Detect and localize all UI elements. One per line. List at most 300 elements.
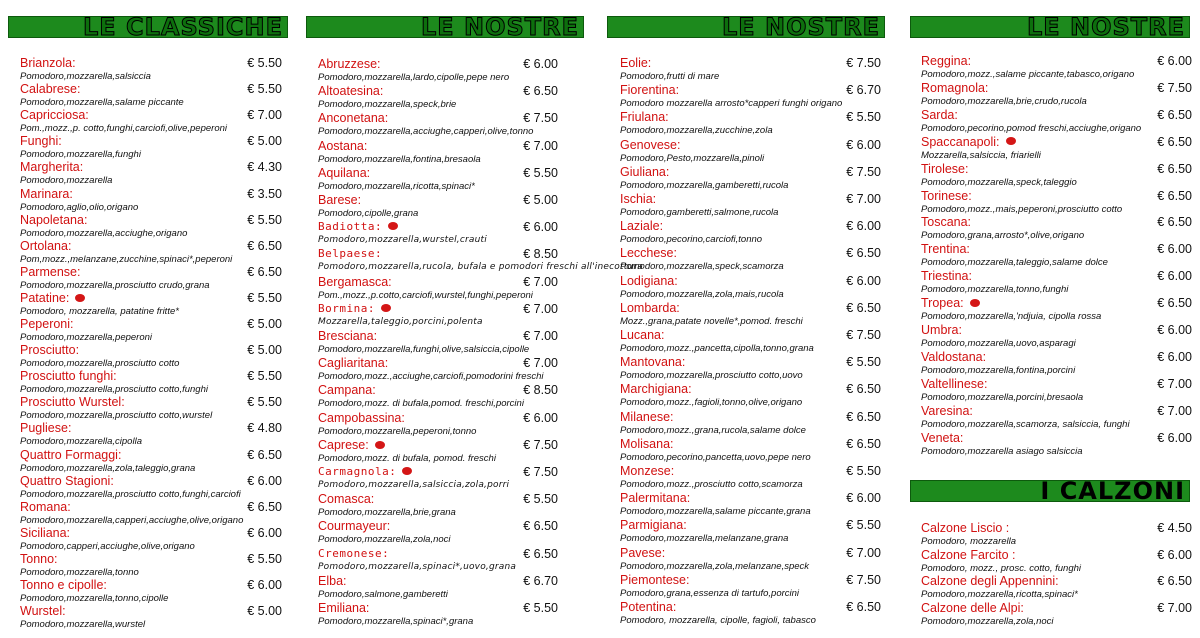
menu-item (20, 526, 282, 553)
menu-item (20, 134, 282, 161)
item-name-text: Anconetana: (318, 111, 389, 126)
item-name-text: Pugliese: (20, 421, 72, 436)
item-name (921, 377, 987, 391)
item-name-text: Napoletana: (20, 212, 88, 227)
item-description: Pomodoro,mozzarella,uovo,asparagi (921, 338, 1076, 349)
section-header-nostre-3 (910, 13, 1190, 41)
item-name-text: Lecchese: (620, 246, 677, 261)
item-name (20, 369, 117, 383)
item-name-text: Triestina: (921, 269, 972, 284)
item-price: € 5.00 (247, 317, 282, 331)
item-name-text: Belpaese: (318, 247, 383, 261)
item-description: Pomodoro,mozzarella,capperi,acciughe,olive,origano (20, 514, 244, 526)
item-name (20, 265, 80, 279)
menu-item (20, 265, 282, 292)
item-name (620, 83, 679, 97)
menu-item (620, 246, 881, 273)
item-name-text: Altoatesina: (318, 84, 384, 99)
menu-item (921, 269, 1192, 296)
item-description: Pomodoro,mozzarella,brie,grana (318, 507, 456, 519)
item-name (20, 160, 83, 174)
menu-item (921, 323, 1192, 350)
item-name-text: Parmigiana: (620, 518, 687, 533)
item-name-text: Ortolana: (20, 238, 72, 253)
item-price: € 6.00 (846, 491, 881, 506)
menu-item (620, 56, 881, 83)
item-description: Pomodoro,mozzarella,lardo,cipolle,pepe nero (318, 72, 510, 83)
section-title: LE NOSTRE (1026, 13, 1185, 41)
item-description: Pomodoro,mozzarella,ricotta,spinaci* (318, 180, 475, 192)
menu-item (620, 464, 881, 491)
menu-item (20, 82, 282, 109)
item-price: € 6.50 (247, 447, 282, 462)
menu-item (921, 521, 1192, 548)
item-description: Pomodoro,mozzarella,acciughe,origano (20, 227, 188, 239)
item-name-text: Palermitana: (620, 491, 691, 506)
item-price: € 6.50 (1157, 574, 1192, 588)
item-price: € 6.00 (1157, 547, 1192, 562)
item-name (20, 421, 71, 435)
item-description: Pomodoro,mozzarella,zucchine,zola (620, 125, 773, 137)
item-name-text: Comasca: (318, 492, 375, 507)
item-name (20, 448, 121, 462)
menu-item (20, 108, 282, 135)
item-price: € 5.00 (523, 193, 558, 207)
item-name-text: Tonno: (20, 551, 58, 566)
menu-item (921, 189, 1192, 216)
item-price: € 6.00 (846, 137, 881, 152)
section-title: LE NOSTRE (721, 13, 880, 41)
item-name-text: Reggina: (921, 54, 972, 68)
item-name (318, 492, 374, 506)
menu-item (921, 350, 1192, 377)
item-name-text: Laziale: (620, 219, 664, 234)
item-name-text: Bergamasca: (318, 274, 392, 289)
item-description: Pomodoro,mozzarella,rucola, bufala e pomodori freschi all'inecottura (318, 262, 643, 273)
item-price: € 5.50 (247, 82, 282, 97)
item-name-text: Lucana: (620, 328, 665, 342)
item-description: Pomodoro,mozzarella,peperoni,tonno (318, 425, 477, 437)
item-name (20, 395, 125, 409)
new-badge-icon (970, 299, 980, 307)
menu-item (20, 578, 282, 605)
item-name (20, 604, 66, 618)
menu-item (620, 573, 881, 600)
menu-item (620, 546, 881, 573)
item-name (620, 410, 674, 424)
item-description: Pomodoro,mozz.,grana,rucola,salame dolce (620, 424, 806, 436)
item-description: Pomodoro,mozzarella,tonno,cipolle (20, 593, 169, 604)
item-price: € 7.00 (1157, 403, 1192, 418)
item-name (620, 600, 676, 614)
item-description: Pomodoro,mozz. di bufala,pomod. freschi,porcini (318, 398, 524, 410)
menu-item (921, 548, 1192, 575)
item-price: € 6.00 (1157, 242, 1192, 257)
item-name (20, 82, 80, 96)
item-name-text: Genovese: (620, 137, 681, 152)
item-price: € 5.50 (523, 492, 558, 507)
menu-item (620, 138, 881, 165)
menu-item (20, 291, 282, 318)
item-name (921, 215, 971, 229)
item-price: € 7.00 (846, 192, 881, 206)
item-price: € 6.00 (846, 219, 881, 234)
section-header-classiche (8, 13, 288, 41)
item-description: Pomodoro,cipolle,grana (318, 208, 419, 219)
item-description: Pomodoro,mozzarella,peperoni (20, 332, 153, 343)
menu-item (318, 193, 558, 220)
item-name (921, 108, 958, 122)
item-price: € 6.00 (247, 525, 282, 540)
item-price: € 7.00 (523, 138, 558, 153)
item-name-text: Calzone delle Alpi: (921, 600, 1024, 615)
item-name (20, 526, 70, 540)
item-name (620, 491, 690, 505)
item-name (620, 573, 689, 587)
item-price: € 6.00 (1157, 54, 1192, 68)
item-price: € 5.50 (247, 395, 282, 410)
item-name (620, 301, 680, 315)
item-description: Pomodoro,mozz.,salame piccante,tabasco,origano (921, 69, 1135, 80)
item-description: Pomodoro,mozzarella,taleggio,salame dolce (921, 257, 1108, 269)
item-description: Pomodoro,grana,arrosto*,olive,origano (921, 230, 1085, 242)
item-description: Pomodoro mozzarella arrosto*capperi funghi origano (620, 98, 843, 110)
item-name-text: Prosciutto Wurstel: (20, 395, 125, 410)
item-price: € 4.50 (1157, 521, 1192, 535)
menu-item (921, 574, 1192, 601)
item-description: Pomodoro, mozz., prosc. cotto, funghi (921, 562, 1081, 574)
item-description: Pomodoro,mozzarella,funghi (20, 149, 141, 161)
item-price: € 6.50 (1157, 107, 1192, 122)
item-description: Pomodoro,mozz.,mais,peperoni,prosciutto cotto (921, 203, 1123, 215)
item-name (620, 246, 677, 260)
item-description: Pomodoro,mozzarella,gamberetti,rucola (620, 179, 789, 191)
menu-item (20, 369, 282, 396)
menu-item (318, 57, 558, 84)
menu-item (921, 54, 1192, 81)
menu-item (620, 219, 881, 246)
item-price: € 6.00 (1157, 323, 1192, 337)
section-title: LE CLASSICHE (82, 13, 283, 41)
item-price: € 7.50 (846, 164, 881, 179)
item-name (620, 464, 674, 478)
item-description: Pomodoro,mozzarella,fontina,porcini (921, 364, 1076, 376)
item-description: Pomodoro,mozzarella,zola,taleggio,grana (20, 462, 196, 474)
item-price: € 5.50 (846, 464, 881, 478)
item-description: Pomodoro,mozzarella,spinaci*,grana (318, 616, 474, 627)
item-price: € 5.00 (247, 343, 282, 358)
item-price: € 7.50 (846, 56, 881, 70)
item-price: € 7.00 (247, 108, 282, 123)
item-name-text: Campana: (318, 383, 376, 398)
menu-item (921, 108, 1192, 135)
menu-item (20, 604, 282, 631)
item-description: Pom.,mozz.,p. cotto,funghi,carciofi,olive,peperoni (20, 123, 227, 135)
item-name (921, 81, 988, 95)
item-name (318, 547, 389, 560)
item-name (620, 274, 678, 288)
item-price: € 6.00 (523, 220, 558, 235)
menu-item (20, 160, 282, 187)
item-description: Pomodoro,mozzarella,salame piccante,grana (620, 506, 811, 518)
item-description: Pomodoro,mozzarella,speck,scamorza (620, 261, 784, 273)
item-price: € 5.50 (247, 290, 282, 305)
item-name-text: Marchigiana: (620, 382, 692, 397)
new-badge-icon (375, 441, 385, 449)
item-description: Pomodoro,mozzarella,acciughe,capperi,olive,tonno (318, 126, 534, 138)
item-price: € 5.50 (846, 518, 881, 533)
item-name-text: Siciliana: (20, 525, 71, 540)
item-description: Pom,mozz.,melanzane,zucchine,spinaci*,peperoni (20, 253, 233, 265)
item-name (318, 166, 370, 180)
item-description: Pomodoro,mozz.,prosciutto cotto,scamorza (620, 479, 803, 490)
item-name-text: Fiorentina: (620, 83, 680, 98)
menu-item (921, 162, 1192, 189)
item-name-text: Bormina: (318, 301, 375, 315)
section-header-nostre-1 (306, 13, 584, 41)
menu-item (318, 166, 558, 193)
menu-item (620, 165, 881, 192)
menu-item (620, 110, 881, 137)
item-name (620, 110, 669, 124)
item-description: Pomodoro,mozz.,pancetta,cipolla,tonno,grana (620, 343, 814, 354)
menu-item (318, 356, 558, 383)
item-name-text: Giuliana: (620, 164, 670, 179)
item-description: Pomodoro,mozzarella,'ndjuia, cipolla rossa (921, 311, 1102, 323)
menu-item (620, 301, 881, 328)
item-price: € 5.50 (247, 212, 282, 227)
item-name (921, 54, 971, 68)
new-badge-icon (388, 222, 398, 230)
item-name (318, 356, 388, 370)
item-name-text: Wurstel: (20, 604, 66, 619)
item-name (921, 296, 980, 310)
item-price: € 5.50 (523, 165, 558, 180)
menu-item (318, 275, 558, 302)
item-name-text: Calabrese: (20, 82, 81, 97)
menu-item (318, 247, 643, 274)
menu-item (318, 601, 558, 628)
menu-item (620, 410, 881, 437)
item-description: Pomodoro,mozzarella,zola,noci (318, 534, 451, 546)
item-name (318, 411, 405, 425)
item-description: Pomodoro,mozzarella,salame piccante (20, 97, 184, 109)
section-header-nostre-2 (607, 13, 885, 41)
item-name (20, 552, 58, 566)
item-name (921, 548, 1015, 562)
item-name-text: Milanese: (620, 409, 674, 424)
item-name-text: Caprese: (318, 437, 369, 452)
item-name-text: Aostana: (318, 138, 368, 153)
item-name (20, 56, 76, 70)
item-name (318, 247, 382, 260)
item-price: € 5.00 (247, 604, 282, 619)
item-name-text: Sarda: (921, 107, 958, 122)
item-price: € 7.00 (523, 356, 558, 371)
item-name (921, 350, 986, 364)
item-name-text: Courmayeur: (318, 519, 391, 534)
item-name-text: Campobassina: (318, 410, 405, 425)
item-description: Pomodoro,mozzarella,salsiccia,zola,porri (318, 480, 510, 490)
section-title: I CALZONI (1040, 477, 1185, 505)
item-name-text: Calzone degli Appennini: (921, 574, 1059, 588)
item-name (620, 355, 685, 369)
item-name (921, 404, 973, 418)
item-name (318, 139, 367, 153)
item-price: € 6.50 (247, 499, 282, 514)
item-price: € 6.00 (523, 57, 558, 71)
section-title: LE NOSTRE (420, 13, 579, 41)
menu-item (318, 329, 558, 356)
item-description: Pomodoro,mozzarella,speck,brie (318, 99, 457, 111)
item-name (921, 574, 1059, 588)
item-name (318, 57, 381, 71)
item-name-text: Molisana: (620, 436, 674, 451)
item-price: € 6.00 (523, 410, 558, 425)
item-description: Pomodoro,mozzarella,funghi,olive,salsiccia,cipolle (318, 344, 530, 355)
item-price: € 6.00 (247, 578, 282, 592)
item-name (318, 383, 376, 397)
item-name (20, 500, 71, 514)
item-description: Pomodoro, mozzarella, patatine fritte* (20, 305, 179, 317)
item-name-text: Marinara: (20, 186, 73, 201)
item-price: € 5.50 (846, 355, 881, 370)
item-price: € 6.50 (846, 409, 881, 424)
item-price: € 7.50 (1157, 80, 1192, 95)
item-name (620, 219, 663, 233)
item-description: Pomodoro,mozzarella,spinaci*,uovo,grana (318, 561, 517, 572)
item-description: Pomodoro,aglio,olio,origano (20, 201, 139, 213)
menu-item (20, 500, 282, 527)
item-description: Pomodoro,mozzarella,prosciutto cotto,funghi (20, 384, 208, 396)
item-name-text: Parmense: (20, 264, 81, 279)
item-price: € 6.50 (1157, 215, 1192, 230)
item-name (921, 242, 970, 256)
item-price: € 6.00 (1157, 269, 1192, 284)
item-name-text: Spaccanapoli: (921, 134, 1000, 149)
item-name-text: Tropea: (921, 296, 964, 311)
menu-item (620, 518, 881, 545)
item-name-text: Quattro Formaggi: (20, 447, 122, 462)
item-name-text: Ischia: (620, 192, 657, 206)
item-description: Pomodoro,mozzarella,tonno (20, 566, 139, 578)
item-name (318, 111, 388, 125)
item-price: € 7.50 (846, 572, 881, 587)
menu-item (921, 377, 1192, 404)
item-name-text: Toscana: (921, 215, 972, 230)
menu-item (620, 437, 881, 464)
item-price: € 4.30 (247, 160, 282, 175)
menu-item (20, 213, 282, 240)
item-description: Mozz.,grana,patate novelle*,pomod. freschi (620, 315, 803, 327)
item-name-text: Emiliana: (318, 601, 370, 615)
menu-item (318, 139, 558, 166)
item-name-text: Calzone Farcito : (921, 547, 1016, 562)
item-name-text: Abruzzese: (318, 57, 381, 71)
item-name-text: Margherita: (20, 160, 84, 175)
item-name-text: Valtellinese: (921, 376, 988, 391)
item-price: € 7.00 (523, 301, 558, 316)
item-price: € 6.00 (846, 273, 881, 288)
menu-item (318, 383, 558, 410)
item-description: Pomodoro,frutti di mare (620, 71, 720, 82)
item-price: € 7.00 (523, 274, 558, 289)
menu-item (921, 242, 1192, 269)
item-price: € 6.50 (846, 382, 881, 397)
item-price: € 7.50 (846, 328, 881, 342)
item-name (20, 343, 79, 357)
item-price: € 6.50 (523, 84, 558, 99)
item-name-text: Valdostana: (921, 349, 987, 364)
menu-item (20, 317, 282, 344)
menu-item (620, 382, 881, 409)
item-name (20, 578, 107, 592)
menu-item (318, 302, 558, 329)
item-description: Mozzarella,salsiccia, friarielli (921, 149, 1041, 161)
item-name (318, 302, 391, 315)
item-description: Mozzarella,taleggio,porcini,polenta (318, 316, 483, 327)
item-description: Pomodoro,mozzarella,wurstel,crauti (318, 235, 487, 246)
item-description: Pomodoro,mozz. di bufala, pomod. freschi (318, 452, 496, 464)
item-name-text: Tonno e cipolle: (20, 578, 107, 592)
menu-item (20, 343, 282, 370)
item-description: Pomodoro,mozzarella asiago salsiccia (921, 445, 1083, 457)
item-description: Pomodoro,pecorino,pancetta,uovo,pepe nero (620, 451, 811, 463)
item-name-text: Friulana: (620, 110, 669, 125)
item-description: Pomodoro,mozzarella,porcini,bresaola (921, 391, 1084, 403)
item-name-text: Barese: (318, 193, 362, 207)
item-description: Pomodoro,mozz.,fagioli,tonno,olive,origano (620, 397, 803, 409)
item-price: € 7.00 (1157, 376, 1192, 391)
new-badge-icon (402, 467, 412, 475)
menu-item (620, 274, 881, 301)
item-name-text: Trentina: (921, 242, 970, 257)
item-description: Pomodoro,grana,essenza di tartufo,porcini (620, 587, 800, 599)
item-name-text: Capricciosa: (20, 108, 89, 123)
item-name (620, 138, 680, 152)
item-name-text: Potentina: (620, 600, 677, 614)
item-name-text: Romana: (20, 499, 71, 514)
menu-item (20, 187, 282, 214)
item-description: Pomodoro,capperi,acciughe,olive,origano (20, 540, 195, 552)
item-name (20, 213, 87, 227)
item-name (620, 518, 687, 532)
item-description: Pomodoro,mozzarella,zola,noci (921, 615, 1054, 627)
item-description: Pomodoro,salmone,gamberetti (318, 588, 448, 600)
item-name-text: Carmagnola: (318, 465, 397, 478)
item-name-text: Umbra: (921, 323, 962, 337)
menu-item (620, 192, 881, 219)
menu-item (20, 239, 282, 266)
item-name-text: Lombarda: (620, 300, 680, 315)
item-name-text: Prosciutto funghi: (20, 369, 117, 384)
item-name-text: Elba: (318, 573, 347, 588)
item-name-text: Funghi: (20, 134, 62, 149)
item-name-text: Varesina: (921, 403, 973, 418)
item-name-text: Quattro Stagioni: (20, 473, 114, 488)
menu-item (20, 552, 282, 579)
item-name-text: Aquilana: (318, 165, 371, 180)
item-price: € 6.50 (247, 238, 282, 253)
item-name-text: Prosciutto: (20, 343, 80, 358)
item-name (921, 189, 972, 203)
menu-item (318, 220, 558, 247)
menu-item (318, 465, 558, 492)
item-name (318, 601, 369, 615)
item-description: Pomodoro,mozzarella,prosciutto cotto,uovo (620, 370, 803, 382)
item-name-text: Badiotta: (318, 220, 383, 234)
item-name-text: Eolie: (620, 56, 652, 70)
